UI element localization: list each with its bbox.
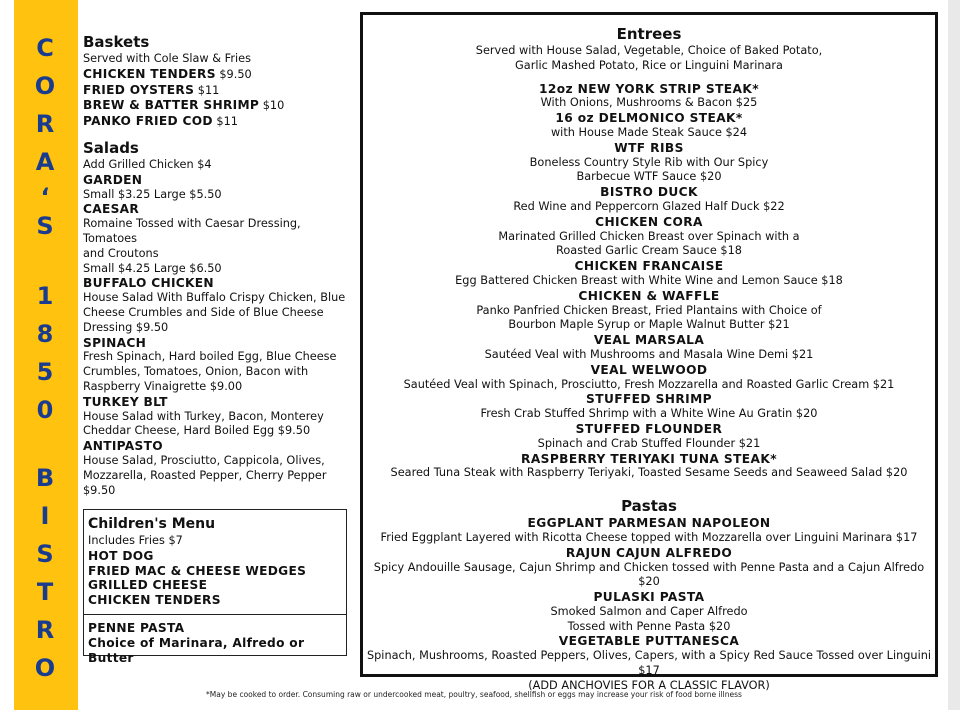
basket-item-name: PANKO FRIED COD (83, 114, 213, 129)
childrens-menu-item: FRIED MAC & CHEESE WEDGES (88, 563, 307, 578)
side-letter: O (34, 654, 56, 682)
entrees-note-line: Served with House Salad, Vegetable, Choice of Baked Potato, (475, 44, 823, 57)
entree-item-name: WTF RIBS (614, 140, 684, 155)
entree-item-name: CHICKEN & WAFFLE (578, 288, 720, 303)
side-letter: A (35, 148, 55, 176)
side-letter: 1 (36, 282, 54, 310)
baskets-list (83, 67, 353, 130)
side-letter: B (35, 464, 55, 492)
entrees-list (363, 82, 935, 482)
entree-item-description: Bourbon Maple Syrup or Maple Walnut Butter $21 (508, 318, 790, 332)
salad-item-description: Romaine Tossed with Caesar Dressing, Tomatoes (83, 217, 301, 245)
entree-item-description: Boneless Country Style Rib with Our Spicy (529, 155, 769, 169)
entree-item-name: BISTRO DUCK (600, 185, 698, 200)
pasta-item-name: EGGPLANT PARMESAN NAPOLEON (527, 516, 771, 531)
entree-item-name: CHICKEN FRANCAISE (574, 259, 724, 274)
entree-item-name: VEAL MARSALA (593, 333, 705, 348)
entree-item-description: Seared Tuna Steak with Raspberry Teriyaki, Toasted Sesame Seeds and Seaweed Salad $20 (390, 466, 908, 480)
salad-item-description: Fresh Spinach, Hard boiled Egg, Blue Cheese (83, 350, 337, 364)
salad-item-description: Small $4.25 Large $6.50 (83, 261, 222, 275)
side-letter: 0 (36, 396, 54, 424)
pasta-item-description: (ADD ANCHOVIES FOR A CLASSIC FLAVOR) (528, 678, 770, 692)
basket-item-price: $11 (194, 83, 220, 97)
entree-item-description: With Onions, Mushrooms & Bacon $25 (540, 96, 758, 110)
entree-item-description: with House Made Steak Sauce $24 (550, 125, 748, 139)
entree-item-description: Sautéed Veal with Mushrooms and Masala Wine Demi $21 (484, 347, 814, 361)
basket-item-name: CHICKEN TENDERS (83, 66, 216, 81)
side-letter: I (40, 502, 50, 530)
salad-item-description: Crumbles, Tomatoes, Onion, Bacon with (83, 365, 309, 379)
salad-item-description: and Croutons (83, 246, 159, 260)
entree-item-name: 16 oz DELMONICO STEAK* (555, 111, 743, 126)
side-letter: O (34, 72, 56, 100)
entree-item-description: Fresh Crab Stuffed Shrimp with a White Wine Au Gratin $20 (480, 407, 818, 421)
baskets-note: Served with Cole Slaw & Fries (83, 52, 251, 65)
childrens-menu-item: GRILLED CHEESE (88, 578, 208, 593)
side-letter: T (36, 578, 54, 606)
entree-item-name: CHICKEN CORA (595, 214, 703, 229)
childrens-menu-box (83, 509, 347, 665)
childrens-menu-divider (84, 614, 346, 615)
childrens-menu-list (88, 549, 346, 608)
entree-item-description: Marinated Grilled Chicken Breast over Spinach with a (498, 229, 800, 243)
childrens-menu-note: Includes Fries $7 (88, 534, 183, 547)
pasta-item-name: VEGETABLE PUTTANESCA (558, 634, 740, 649)
side-letter: C (36, 34, 54, 62)
entree-item-description: Egg Battered Chicken Breast with White Wine and Lemon Sauce $18 (455, 273, 843, 287)
childrens-menu-item: CHICKEN TENDERS (88, 593, 221, 608)
side-letter: 8 (36, 320, 54, 348)
salad-item-description: Cheese Crumbles and Side of Blue Cheese (83, 305, 324, 319)
salad-item-description: Small $3.25 Large $5.50 (83, 187, 222, 201)
salad-item-description: Cheddar Cheese, Hard Boiled Egg $9.50 (83, 424, 311, 438)
basket-item (83, 67, 353, 83)
entree-item-name: RASPBERRY TERIYAKI TUNA STEAK* (521, 451, 777, 466)
side-letter: ‘ (40, 183, 50, 211)
entree-item-name: STUFFED SHRIMP (586, 392, 712, 407)
salad-item-name: CAESAR (83, 202, 140, 217)
salad-item-name: BUFFALO CHICKEN (83, 276, 214, 291)
basket-item (83, 83, 353, 99)
basket-item-price: $9.50 (215, 67, 252, 81)
salad-item-name: ANTIPASTO (83, 439, 163, 454)
salad-item-description: House Salad, Prosciutto, Cappicola, Olives, (83, 453, 325, 467)
pasta-item-name: RAJUN CAJUN ALFREDO (565, 545, 733, 560)
pastas-list (363, 516, 935, 694)
penne-pasta-title: PENNE PASTA (88, 621, 185, 635)
left-column (83, 32, 353, 498)
entrees-heading: Entrees (616, 25, 682, 43)
side-letter: S (36, 540, 54, 568)
entree-item-description: Red Wine and Peppercorn Glazed Half Duck $22 (513, 199, 785, 213)
entree-item-description: Panko Panfried Chicken Breast, Fried Plantains with Choice of (476, 303, 822, 317)
side-letter: 5 (36, 358, 54, 386)
salad-item-name: TURKEY BLT (83, 394, 168, 409)
entree-item-description: Barbecue WTF Sauce $20 (576, 170, 722, 184)
entree-item-name: STUFFED FLOUNDER (575, 421, 723, 436)
salads-note: Add Grilled Chicken $4 (83, 157, 212, 171)
entree-item-description: Spinach and Crab Stuffed Flounder $21 (537, 436, 761, 450)
entree-item-description: Roasted Garlic Cream Sauce $18 (556, 244, 742, 258)
basket-item-price: $10 (259, 99, 285, 113)
salad-item-name: GARDEN (83, 172, 143, 187)
salads-heading: Salads (83, 138, 139, 157)
pasta-item-description: Spicy Andouille Sausage, Cajun Shrimp and Chicken tossed with Penne Pasta and a Cajun Alfredo $20 (373, 560, 925, 589)
pasta-item-description: Smoked Salmon and Caper Alfredo (550, 604, 748, 618)
side-letter: R (35, 616, 55, 644)
pasta-item-description: Tossed with Penne Pasta $20 (567, 619, 731, 633)
entrees-pastas-box (360, 12, 938, 692)
entrees-note-line: Garlic Mashed Potato, Rice or Linguini Marinara (515, 58, 783, 72)
side-letter: S (36, 212, 54, 240)
basket-item (83, 114, 353, 130)
salad-item-description: House Salad With Buffalo Crispy Chicken, Blue (83, 291, 346, 305)
salad-item-description: Dressing $9.50 (83, 320, 169, 334)
salad-item-description: Mozzarella, Roasted Pepper, Cherry Pepper $9.50 (83, 468, 327, 497)
pasta-item-description: Spinach, Mushrooms, Roasted Peppers, Olives, Capers, with a Spicy Red Sauce Tossed over Linguini $17 (366, 649, 932, 678)
salad-item-description: Raspberry Vinaigrette $9.00 (83, 379, 243, 393)
entree-item-description: Sautéed Veal with Spinach, Prosciutto, Fresh Mozzarella and Roasted Garlic Cream $21 (403, 377, 895, 391)
pastas-heading: Pastas (621, 497, 677, 516)
pasta-item-name: PULASKI PASTA (593, 590, 705, 605)
penne-pasta-choice: Choice of Marinara, Alfredo or Butter (88, 635, 305, 665)
basket-item (83, 98, 353, 114)
salad-item-description: House Salad with Turkey, Bacon, Monterey (83, 409, 324, 423)
basket-item-name: BREW & BATTER SHRIMP (83, 98, 260, 113)
childrens-menu-heading: Children's Menu (88, 516, 216, 532)
basket-item-name: FRIED OYSTERS (83, 82, 195, 97)
salad-item-name: SPINACH (83, 335, 147, 350)
side-letter: R (35, 110, 55, 138)
baskets-heading: Baskets (83, 33, 150, 51)
childrens-menu-item: HOT DOG (88, 548, 154, 563)
entree-item-name: 12oz NEW YORK STRIP STEAK* (539, 81, 759, 96)
basket-item-price: $11 (212, 115, 238, 129)
footer-disclaimer: *May be cooked to order. Consuming raw or undercooked meat, poultry, seafood, shellfish or eggs may increase your risk of food borne illness (206, 690, 742, 699)
pasta-item-description: Fried Eggplant Layered with Ricotta Cheese topped with Mozzarella over Linguini Marinara $17 (380, 530, 918, 544)
entree-item-name: VEAL WELWOOD (590, 362, 708, 377)
salads-list (83, 173, 353, 499)
